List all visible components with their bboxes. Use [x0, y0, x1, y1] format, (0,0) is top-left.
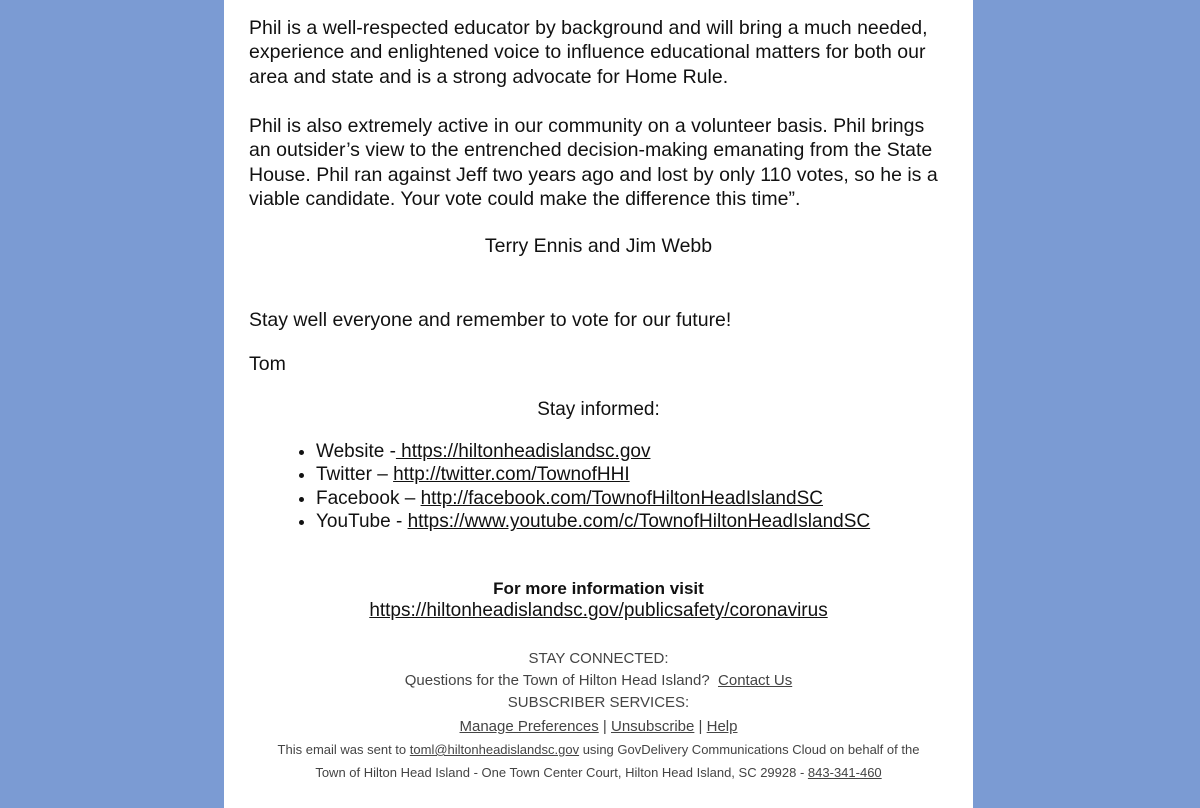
list-item-youtube — [316, 510, 870, 533]
subscriber-services-heading: SUBSCRIBER SERVICES: — [507, 694, 690, 711]
town-address: Town of Hilton Head Island - One Town Center Court, Hilton Head Island, SC 29928 - — [315, 765, 805, 780]
list-item-website — [316, 440, 870, 463]
youtube-label: YouTube - — [316, 511, 403, 533]
subscriber-links — [224, 716, 973, 739]
facebook-label: Facebook – — [316, 487, 416, 509]
unsubscribe-link[interactable]: Unsubscribe — [611, 718, 695, 735]
more-info-title: For more information visit — [493, 579, 704, 598]
sent-to-suffix: using GovDelivery Communications Cloud on behalf of the — [582, 742, 920, 757]
more-info-link-wrapper — [224, 599, 973, 623]
recipient-email-link[interactable]: toml@hiltonheadislandsc.gov — [409, 742, 580, 757]
paragraph-endorsement-1: Phil is a well-respected educator by background and will bring a much needed, experience and enlightened voice to influence educational matters for both our area and state and is a strong advocate for Home Rule. — [249, 17, 928, 88]
manage-preferences-link[interactable]: Manage Preferences — [459, 718, 599, 735]
website-link[interactable]: https://hiltonheadislandsc.gov — [395, 441, 651, 462]
stay-informed-heading: Stay informed: — [537, 399, 660, 420]
stay-connected-heading: STAY CONNECTED: — [528, 650, 669, 667]
twitter-label: Twitter – — [316, 464, 388, 486]
facebook-link[interactable]: http://facebook.com/TownofHiltonHeadIslandSC — [420, 487, 823, 509]
social-links-list — [272, 440, 870, 534]
website-label: Website - — [316, 441, 396, 462]
questions-text: Questions for the Town of Hilton Head Island? — [404, 672, 710, 689]
questions-line — [224, 670, 973, 693]
closing-line: Stay well everyone and remember to vote for our future! — [249, 309, 732, 331]
help-link[interactable]: Help — [706, 718, 738, 735]
paragraph-endorsement-2: Phil is also extremely active in our community on a volunteer basis. Phil brings an outsider’s view to the entrenched decision-making emanating from the State House. Phil ran against Jeff two years ago and lost by only 110 votes, so he is a viable candidate. Your vote could make the difference this time”. — [249, 115, 938, 210]
sender-name: Tom — [249, 353, 286, 375]
address-line — [224, 762, 973, 785]
phone-link[interactable]: 843-341-460 — [807, 765, 882, 780]
contact-us-link[interactable]: Contact Us — [718, 672, 793, 689]
signatories: Terry Ennis and Jim Webb — [484, 235, 713, 257]
list-item-twitter — [316, 463, 870, 486]
sent-to-line — [224, 739, 973, 762]
separator: | — [602, 718, 607, 735]
sent-to-prefix: This email was sent to — [277, 742, 407, 757]
separator: | — [698, 718, 703, 735]
youtube-link[interactable]: https://www.youtube.com/c/TownofHiltonHeadIslandSC — [407, 511, 871, 533]
email-body — [224, 0, 973, 808]
list-item-facebook — [316, 487, 870, 510]
coronavirus-info-link[interactable]: https://hiltonheadislandsc.gov/publicsafety/coronavirus — [369, 600, 828, 621]
twitter-link[interactable]: http://twitter.com/TownofHHI — [393, 464, 630, 486]
